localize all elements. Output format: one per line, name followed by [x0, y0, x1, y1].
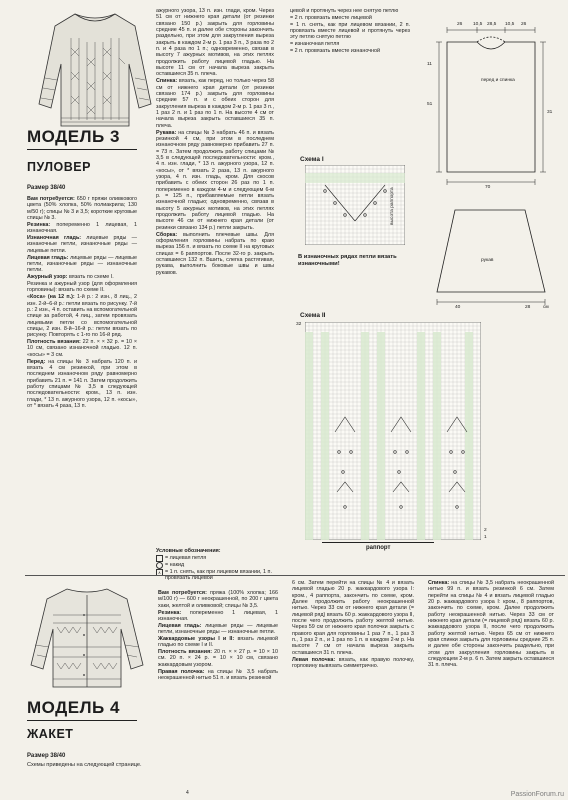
model4-divider: [27, 720, 137, 721]
paragraph: Плотность вязания: 22 п. × × 32 р. = 10 × 10 см, связано изнаночной гладью. 12 п. «косы» = 3 см.: [27, 339, 137, 358]
scheme2-row-label: 1: [484, 535, 487, 540]
slip-stitch-symbol-icon: ∧: [156, 569, 163, 576]
paragraph: = 2 п. провязать вместе лицевой: [290, 14, 372, 21]
paragraph: «Коса» (на 12 п.): 1-й р.: 2 изн., 8 лиц., 2 изн. 2-й–6-й р.: петли вязать по рисунку. 7-й р.: 2 изн., 4 п. оставить на вспомогательной спице за работой, 4 лиц., затем провязать лицевыми петли со вспомогательной спицы, 2 изн. 8-й–16-й р.: петли вязать по рисунку. Повторять с 1-го по 16-й ряд.: [27, 294, 137, 339]
legend: [156, 548, 276, 582]
model4-subtitle: ЖАКЕТ: [27, 727, 74, 741]
scheme2-chart: [305, 322, 481, 540]
scheme1-side-label: высота раппорта: [390, 187, 395, 225]
paragraph: Спинка: на спицы № 3,5 набрать неокрашенной нитью 99 п. и вязать резинкой 6 см. Затем перейти на спицы № 4 и вязать лицевой гладью 20 р. жаккардового узора I: кром., 8 раппортов, закончить по схеме, кром. Далее продолжить работу неокрашенной нитью. Через 33 см от нижнего края детали (= лицевой ряд) вязать 60 р. жаккардового узора II, после чего продолжить работу желтой нитью. Через 65 см от нижнего края спинки закрыть для горловины средние 25 п. и далее обе стороны закончить раздельно, при этом для закругления горловины закрыть в следующем 2-м р. 6 п. Затем закрыть оставшиеся 31 п. плеча.: [428, 580, 554, 669]
jacket-sketch: [27, 585, 147, 690]
section-divider: [25, 575, 565, 576]
paragraph: Изнаночная гладь: лицевые ряды — изнаночные петли, изнаночные ряды — лицевые петли.: [27, 235, 137, 254]
dim-label: 28,5: [487, 22, 497, 27]
paragraph: Плотность вязания: 20 п. × × 27 р. = 10 × 10 см. 20 п. × 24 р. = 10 × 10 см, связано жаккардовым узором.: [158, 649, 278, 668]
paragraph: 6 см. Затем перейти на спицы № 4 и вязать лицевой гладью 20 р. жаккардового узора I: кром., 4 раппорта, закончить по схеме, кром. Далее продолжить работу неокрашенной нитью. Через 33 см от нижнего края детали (= лицевой ряд) вязать 60 р. жаккардового узора II, после чего продолжить работу желтой нитью. Через 59 см от нижнего края полочки закрыть с правого края для горловины 1 раз 7 п., 1 раз 3 п., 1 раз 2 п., и 1 раз по 1 п. в каждом 2-м р. На высоте 7 см от начала выреза закрыть оставшиеся 31 п. плеча.: [292, 580, 414, 656]
paragraph: Ажурный узор: вязать по схеме I.: [27, 274, 114, 281]
paragraph: Вам потребуется: 650 г пряжи оливкового цвета (50% хлопка, 50% полиакрила; 130 м/50 г); спицы № 3 и 3,5; короткие круговые спицы № 3.: [27, 196, 137, 222]
dim-label: 31: [547, 110, 553, 115]
sweater-sketch: [35, 8, 155, 130]
dim-label: 10,5: [473, 22, 483, 27]
dim-label: 70: [485, 185, 491, 190]
paragraph: Левая полочка: вязать, как правую полочку, горловину вывязать симметрично.: [292, 656, 414, 669]
paragraph: Лицевая гладь: лицевые ряды — лицевые петли, изнаночные ряды — изнаночные петли.: [27, 254, 137, 274]
model3-text-col1: [27, 196, 137, 592]
model3-subtitle: ПУЛОВЕР: [27, 160, 91, 174]
model4-intro: Схемы приведены на следующей странице.: [27, 762, 142, 768]
dim-label: 10,5: [505, 22, 515, 27]
scheme2-rapport-bracket: [322, 542, 434, 543]
paragraph: Спинка: вязать, как перед, но только через 58 см от нижнего края детали (от резинки связано 174 р.) закрыть для горловины средние 57 п. и с обеих сторон для закругления выреза в каждом 2-м р. 1 раз 3 п., 1 раз 2 п. и 1 раз по 1 п. На высоте 4 см от начала выреза закрыть оставшиеся 35 п. плеча.: [156, 78, 274, 129]
pullover-illustration: [35, 8, 155, 130]
paragraph: Лицевая гладь: лицевые ряды — лицевые петли, изнаночные ряды — изнаночные петли.: [158, 622, 278, 636]
model3-text-col3: [290, 8, 410, 123]
paragraph: Резинка: попеременно 1 лицевая, 1 изнаночная.: [27, 221, 137, 235]
pattern-diagram: [425, 22, 560, 312]
dim-label: 40: [455, 305, 461, 310]
front-back-label: перед и спинка: [481, 78, 515, 83]
model3-divider: [27, 149, 137, 150]
paragraph: ажурного узора, 13 п. изн. глади, кром. Через 51 см от нижнего края детали (от резинки связано 150 р.) закрыть для горловины средние 45 п. и далее обе стороны закончить раздельно, при этом для закругления выреза закрыть в каждом 2-м р. 1 раз 3 п., 3 раза по 2 п. и 4 раза по 1 п.; одновременно, связав в высоту 7 ажурных мотивов, на этих петлях продолжить работу лицевой гладью. На высоте 11 см от начала выреза закрыть оставшиеся 35 п. плеча.: [156, 8, 274, 78]
jacket-illustration: [27, 585, 147, 690]
sleeve-label: рукав: [481, 258, 494, 263]
scheme1-title: Схема I: [300, 156, 324, 163]
legend-item: = накид: [156, 562, 276, 569]
paragraph: Жаккардовые узоры I и II: вязать лицевой гладью по схеме I и II.: [158, 635, 278, 649]
paragraph: = 1 п. снять, как при лицевом вязании, 2 п. провязать вместе лицевой и протянуть через эту петлю снятую петлю: [290, 21, 410, 41]
dim-label: 26: [457, 22, 463, 27]
model4-text-col3: [292, 580, 414, 790]
paragraph: Рукава: на спицы № 3 набрать 46 п. и вязать резинкой 4 см, при этом в последнем изнаночном ряду равномерно прибавить 27 п. = 73 п. Затем продолжить работу спицами № 3,5 в следующей последовательности: кром., 4 п. изн. глади, * 13 п. ажурного узора, 12 п. «косы», от * вязать 2 раза, 13 п. ажурного узора, 4 п. изн. гладь, кром. Для скосов прибавить с обеих сторон 26 раз по 1 п. попеременно в каждом 4-м и следующем 6-м р. = 125 п., прибавляемые петли вязать изнаночной гладью; одновременно, связав в высоту 5 ажурных мотивов, на этих петлях продолжить работу лицевой гладью. На высоте 46 см от нижнего края детали (от резинки связано 134 р.) петли закрыть.: [156, 129, 274, 231]
page-mark: 4: [186, 790, 189, 796]
legend-item: = лицевая петля: [156, 555, 276, 562]
paragraph: Резинка: попеременно 1 лицевая, 1 изнаночная.: [158, 609, 278, 622]
paragraph: Перед: на спицы № 3 набрать 120 п. и вязать 4 см резинкой, при этом в последнем изнаночном ряду равномерно прибавить 21 п. = 141 п. Затем продолжить работу спицами № 3,5 в следующей последовательности: кром., 13 п. изн. глади, * 13 п. ажурного узора, 12 п. «косы», от * вязать 4 раза, 13 п.: [27, 358, 137, 409]
paragraph: Правая полочка: на спицы № 3,5 набрать неокрашенной нитью 51 п. и вязать резинкой: [158, 668, 278, 681]
scheme2-mark: 32: [296, 322, 302, 327]
model3-title: МОДЕЛЬ 3: [27, 127, 120, 146]
watermark: PassionForum.ru: [510, 791, 564, 798]
paragraph: = изнаночная петля: [290, 41, 340, 48]
paragraph: Вам потребуется: пряжа (100% хлопка; 166 м/100 г) — 600 г неокрашенной, по 200 г цвета хаки, желтой и оливковой; спицы № 3,5.: [158, 590, 278, 609]
legend-item: ∧ = 1 п. снять, как при лицевом вязании, 1 п. провязать лицевой: [156, 569, 276, 582]
dim-label: 11: [427, 62, 432, 67]
scheme1-note: В изнаночных рядах петли вязать изнаночными!: [298, 254, 397, 267]
yarn-over-symbol-icon: [156, 562, 163, 569]
legend-title: Условные обозначения:: [156, 548, 221, 554]
paragraph: Сборка: выполнить плечевые швы. Для оформления горловины набрать по краю выреза 156 п. и вязать по схеме II на круговых спицах = 6 раппортов. После 32-го р. закрыть оставшиеся 132 п. Вшить, слегка растягивая, рукава, выполнить боковые швы и швы рукавов.: [156, 231, 274, 276]
dim-unit: см: [543, 305, 549, 310]
paragraph: цевой и протянуть через нее снятую петлю: [290, 8, 399, 14]
model4-text-col4: [428, 580, 554, 790]
knit-stitch-symbol-icon: [156, 555, 163, 562]
dim-label: 28: [525, 305, 531, 310]
scheme2-title: Схема II: [300, 312, 326, 319]
scheme2-rapport: раппорт: [366, 545, 391, 551]
paragraph: = 2 п. провязать вместе изнаночной: [290, 48, 381, 55]
dim-label: 51: [427, 102, 433, 107]
model4-title: МОДЕЛЬ 4: [27, 698, 120, 717]
pattern-outline: [425, 22, 560, 312]
scheme2-row-label: 2: [484, 528, 487, 533]
model3-size: Размер 38/40: [27, 185, 66, 191]
model3-text-col2: [156, 8, 274, 554]
model4-size: Размер 38/40: [27, 753, 66, 759]
scheme2-grid: [305, 322, 481, 540]
paragraph: Резинка и ажурный узор (для оформления горловины): вязать по схеме II.: [27, 280, 137, 294]
dim-label: 26: [521, 22, 527, 27]
model4-text-col2: [158, 590, 278, 790]
